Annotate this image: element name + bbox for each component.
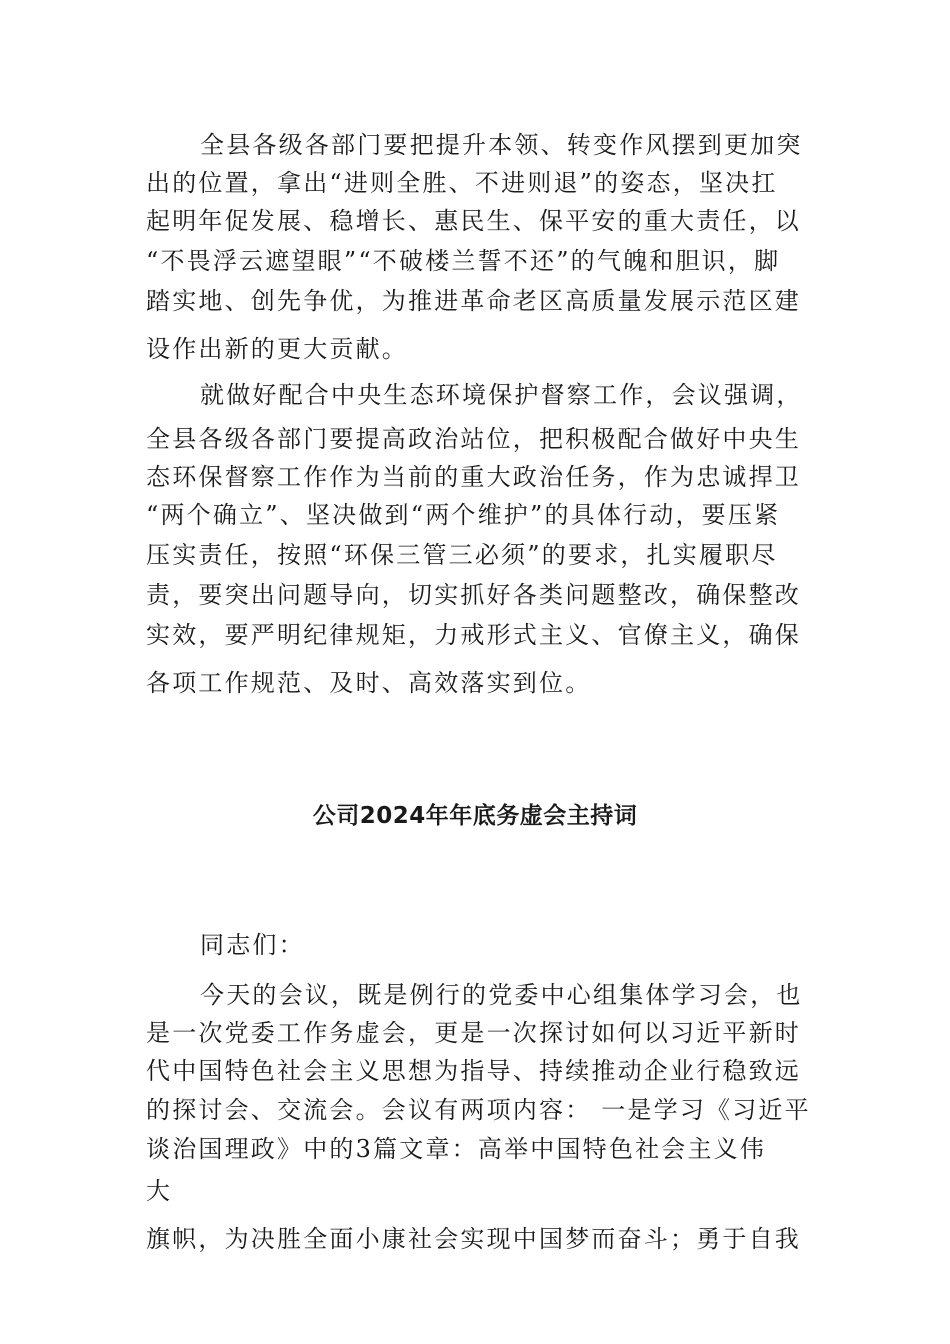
paragraph-line: 态环保督察工作作为当前的重大政治任务，作为忠诚捍卫 [146, 463, 801, 491]
paragraph-line: 的探讨会、交流会。会议有两项内容： 一是学习《习近平 [146, 1096, 811, 1124]
paragraph-line: 设作出新的更大贡献。 [146, 335, 408, 363]
salutation: 同志们： [200, 931, 305, 959]
paragraph-line: 代中国特色社会主义思想为指导、持续推动企业行稳致远 [146, 1057, 801, 1085]
paragraph-line: “不畏浮云遮望眼”“不破楼兰誓不还”的气魄和胆识，脚 [146, 247, 781, 275]
document-title: 公司2024年年底务虚会主持词 [312, 803, 638, 829]
paragraph-line: 就做好配合中央生态环境保护督察工作，会议强调， [200, 381, 803, 409]
paragraph-line: 压实责任，按照“环保三管三必须”的要求，扎实履职尽 [146, 541, 778, 569]
paragraph-line: 大 [146, 1177, 173, 1205]
paragraph-line: 责，要突出问题导向，切实抓好各类问题整改，确保整改 [146, 581, 801, 609]
paragraph-line: 全县各级各部门要提高政治站位，把积极配合做好中央生 [146, 425, 801, 453]
paragraph-line: “两个确立”、坚决做到“两个维护”的具体行动，要压紧 [146, 501, 781, 529]
paragraph-line: 全县各级各部门要把提升本领、转变作风摆到更加突 [200, 131, 803, 159]
paragraph-line: 是一次党委工作务虚会，更是一次探讨如何以习近平新时 [146, 1019, 801, 1047]
paragraph-line: 出的位置，拿出“进则全胜、不进则退”的姿态，坚决扛 [146, 169, 778, 197]
paragraph-line: 踏实地、创先争优，为推进革命老区高质量发展示范区建 [146, 287, 801, 315]
paragraph-line: 旗帜，为决胜全面小康社会实现中国梦而奋斗；勇于自我 [146, 1225, 801, 1253]
paragraph-line: 各项工作规范、及时、高效落实到位。 [146, 669, 592, 697]
paragraph-line: 今天的会议，既是例行的党委中心组集体学习会，也 [200, 981, 803, 1009]
paragraph-line: 谈治国理政》中的3篇文章：高举中国特色社会主义伟 [146, 1135, 767, 1163]
paragraph-line: 实效，要严明纪律规矩，力戒形式主义、官僚主义，确保 [146, 621, 801, 649]
paragraph-line: 起明年促发展、稳增长、惠民生、保平安的重大责任，以 [146, 207, 801, 235]
